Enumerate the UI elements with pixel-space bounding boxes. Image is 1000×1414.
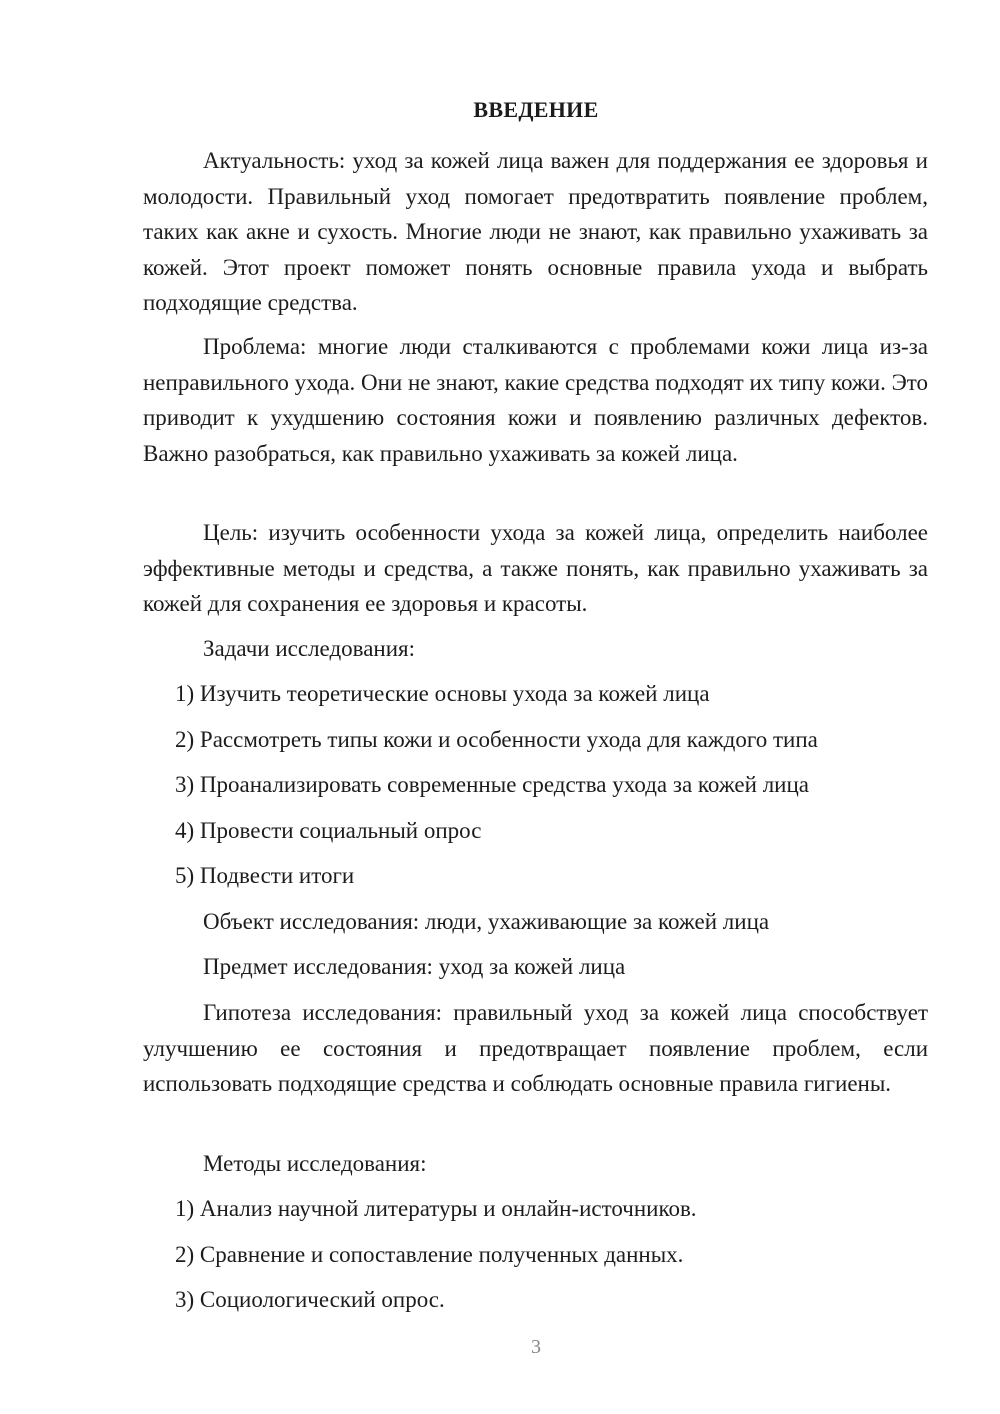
list-item: 1) Изучить теоретические основы ухода за кожей лица (175, 681, 710, 706)
research-object: Объект исследования: люди, ухаживающие за кожей лица (203, 909, 770, 934)
page-number: 3 (531, 1336, 541, 1358)
list-item: 1) Анализ научной литературы и онлайн-источников. (175, 1196, 697, 1221)
problem-paragraph: Проблема: многие люди сталкиваются с проблемами кожи лица из-за неправильного ухода. Они не знают, какие средства подходят их типу кожи. Это приводит к ухудшению состояния кожи и появлению различных дефектов. Важно разобраться, как правильно ухаживать за кожей лица. (143, 334, 929, 466)
list-item: 3) Проанализировать современные средства ухода за кожей лица (175, 772, 810, 797)
relevance-paragraph: Актуальность: уход за кожей лица важен для поддержания ее здоровья и молодости. Правильный уход помогает предотвратить появление проблем, таких как акне и сухость. Многие люди не знают, как правильно ухаживать за кожей. Этот проект поможет понять основные правила ухода и выбрать подходящие средства. (143, 148, 928, 315)
list-item: 2) Рассмотреть типы кожи и особенности ухода для каждого типа (175, 727, 818, 752)
goal-paragraph: Цель: изучить особенности ухода за кожей лица, определить наиболее эффективные методы и средства, а также понять, как правильно ухаживать за кожей для сохранения ее здоровья и красоты. (143, 520, 928, 616)
methods-title: Методы исследования: (203, 1151, 427, 1176)
list-item: 3) Социологический опрос. (175, 1287, 445, 1312)
list-item: 4) Провести социальный опрос (175, 818, 482, 843)
research-subject: Предмет исследования: уход за кожей лица (203, 954, 626, 979)
tasks-title: Задачи исследования: (203, 636, 416, 661)
hypothesis-paragraph: Гипотеза исследования: правильный уход за кожей лица способствует улучшению ее состояния и предотвращает появление проблем, если использовать подходящие средства и соблюдать основные правила гигиены. (143, 1000, 928, 1096)
page-title: ВВЕДЕНИЕ (473, 97, 599, 122)
list-item: 5) Подвести итоги (175, 863, 355, 888)
list-item: 2) Сравнение и сопоставление полученных данных. (175, 1242, 684, 1267)
